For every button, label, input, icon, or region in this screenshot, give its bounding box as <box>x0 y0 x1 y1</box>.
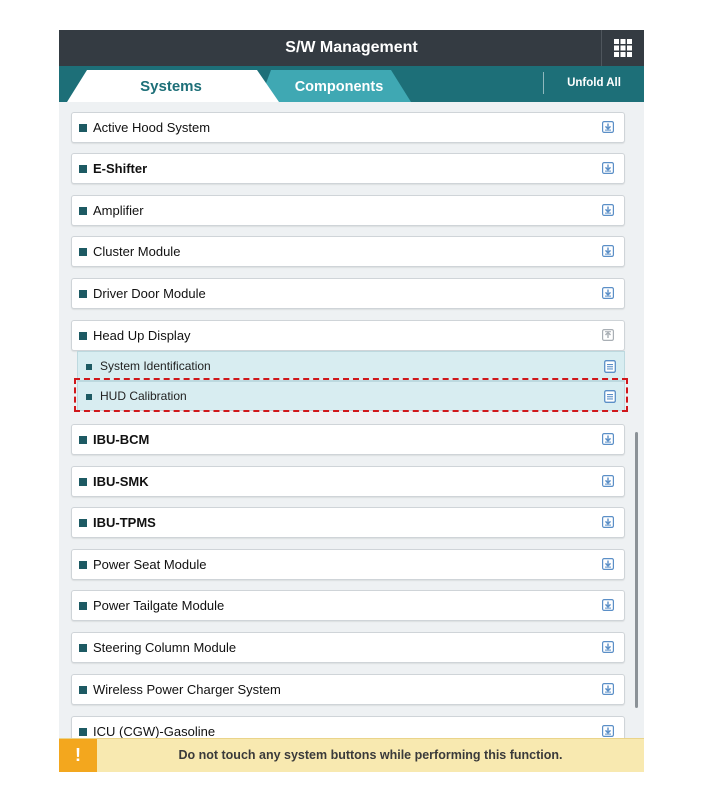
system-label: Amplifier <box>93 203 144 218</box>
download-icon[interactable] <box>602 287 614 299</box>
download-icon[interactable] <box>602 121 614 133</box>
download-icon[interactable] <box>602 433 614 445</box>
system-label: Power Tailgate Module <box>93 598 225 613</box>
system-row-wireless-power-charger-system[interactable] <box>71 674 625 705</box>
download-icon[interactable] <box>602 558 614 570</box>
download-icon[interactable] <box>602 204 614 216</box>
sw-management-window <box>59 30 644 772</box>
bullet-square <box>79 519 87 527</box>
subitem-system-identification[interactable] <box>77 351 625 381</box>
system-label: ICU (CGW)-Gasoline <box>93 724 216 738</box>
bullet-square <box>79 332 87 340</box>
system-label: E-Shifter <box>93 161 148 176</box>
title-bar <box>59 30 644 66</box>
system-row-e-shifter[interactable] <box>71 153 625 184</box>
bullet-square <box>79 207 87 215</box>
system-label: IBU-BCM <box>93 432 150 447</box>
bullet-square <box>79 290 87 298</box>
system-label: Power Seat Module <box>93 557 207 572</box>
system-row-power-seat-module[interactable] <box>71 549 625 580</box>
bullet-square <box>86 364 92 370</box>
bullet-square <box>79 561 87 569</box>
subitem-label: HUD Calibration <box>100 389 187 403</box>
system-row-icu-cgw-gasoline[interactable] <box>71 716 625 738</box>
system-label: Active Hood System <box>93 120 211 135</box>
upload-icon[interactable] <box>602 329 614 341</box>
unfold-all-button[interactable]: Unfold All <box>567 77 621 89</box>
subitem-label: System Identification <box>100 359 211 373</box>
download-icon[interactable] <box>602 725 614 737</box>
grid-menu-button[interactable] <box>601 30 644 66</box>
grid-icon <box>614 39 632 57</box>
system-label: Cluster Module <box>93 244 181 259</box>
system-label: IBU-SMK <box>93 474 149 489</box>
system-row-head-up-display[interactable] <box>71 320 625 351</box>
bullet-square <box>79 644 87 652</box>
bullet-square <box>79 728 87 736</box>
download-icon[interactable] <box>602 245 614 257</box>
tab-components-label: Components <box>294 79 384 95</box>
tab-bar <box>59 66 644 102</box>
system-label: IBU-TPMS <box>93 515 156 530</box>
tab-divider <box>543 72 544 94</box>
warning-icon: ! <box>59 739 97 772</box>
warning-bar <box>59 738 644 772</box>
system-row-power-tailgate-module[interactable] <box>71 590 625 621</box>
bullet-square <box>79 165 87 173</box>
bullet-square <box>79 686 87 694</box>
tab-systems[interactable] <box>67 70 279 102</box>
system-label: Head Up Display <box>93 328 191 343</box>
bullet-square <box>79 124 87 132</box>
bullet-square <box>79 436 87 444</box>
system-row-ibu-bcm[interactable] <box>71 424 625 455</box>
system-row-amplifier[interactable] <box>71 195 625 226</box>
system-label: Wireless Power Charger System <box>93 682 281 697</box>
systems-list <box>59 102 644 738</box>
system-row-ibu-tpms[interactable] <box>71 507 625 538</box>
tab-components[interactable] <box>259 70 419 102</box>
download-icon[interactable] <box>602 683 614 695</box>
bullet-square <box>79 478 87 486</box>
system-label: Steering Column Module <box>93 640 237 655</box>
download-icon[interactable] <box>602 475 614 487</box>
system-row-driver-door-module[interactable] <box>71 278 625 309</box>
system-row-steering-column-module[interactable] <box>71 632 625 663</box>
highlight-box <box>74 378 628 412</box>
download-icon[interactable] <box>602 599 614 611</box>
download-icon[interactable] <box>602 516 614 528</box>
page-title: S/W Management <box>285 39 418 56</box>
download-icon[interactable] <box>602 641 614 653</box>
system-row-active-hood-system[interactable] <box>71 112 625 143</box>
bullet-square <box>79 248 87 256</box>
download-icon[interactable] <box>602 162 614 174</box>
system-label: Driver Door Module <box>93 286 206 301</box>
tab-systems-label: Systems <box>140 78 202 95</box>
scrollbar[interactable] <box>635 432 638 708</box>
document-icon[interactable] <box>604 360 616 373</box>
system-row-cluster-module[interactable] <box>71 236 625 267</box>
system-row-ibu-smk[interactable] <box>71 466 625 497</box>
bullet-square <box>79 602 87 610</box>
warning-message: Do not touch any system buttons while performing this function. <box>178 748 563 762</box>
